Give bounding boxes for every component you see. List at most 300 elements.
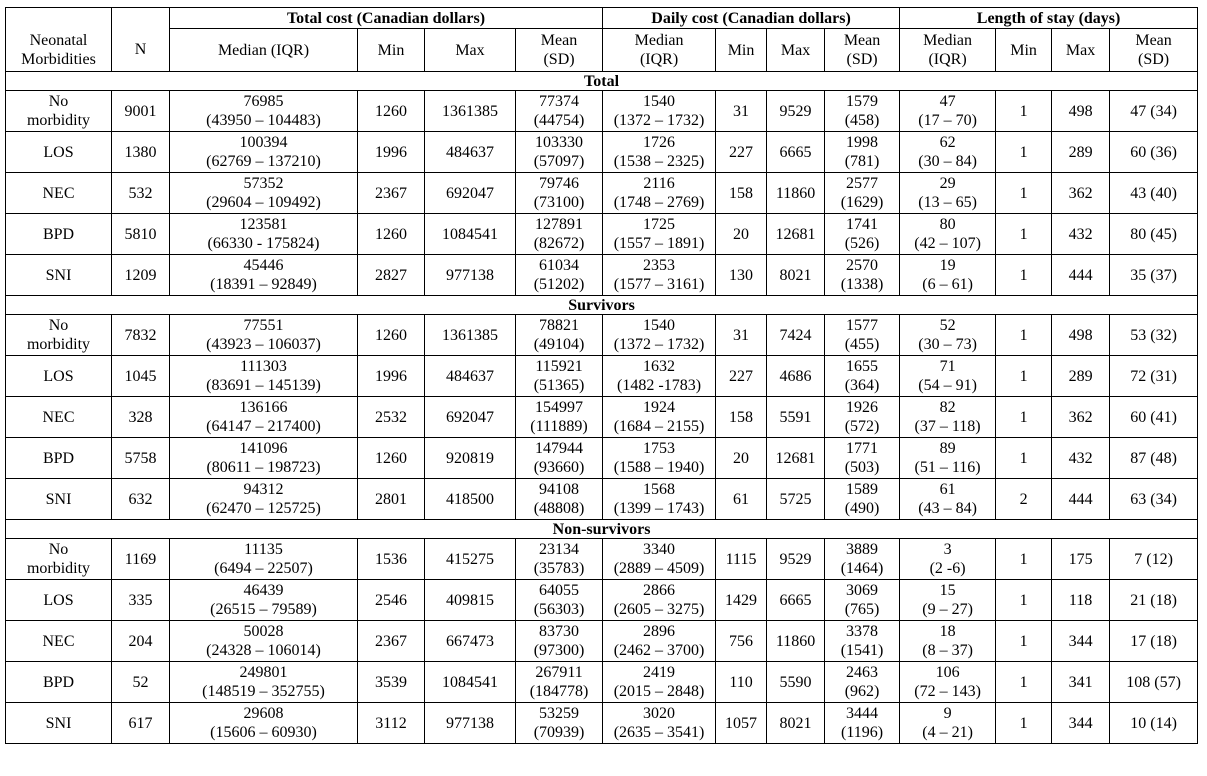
cell-dc-max: 5725 (767, 479, 825, 520)
cell-line: (26515 – 79589) (210, 601, 317, 618)
cell-line: (4 – 21) (922, 724, 973, 741)
cell-dc-max: 12681 (767, 438, 825, 479)
cell-line: (70939) (533, 724, 585, 741)
cell-line: 15 (939, 582, 956, 599)
cell-line: (1372 – 1732) (613, 112, 705, 129)
group-length-of-stay: Length of stay (days) (900, 8, 1198, 29)
cell-line: 1924 (643, 399, 676, 416)
cell-ls-min: 1 (996, 397, 1052, 438)
cell-ls-max: 289 (1052, 356, 1110, 397)
cell-tc-max: 484637 (425, 356, 516, 397)
cell-dc-median (603, 255, 716, 296)
cell-line: 77374 (539, 93, 580, 110)
cell-ls-min: 1 (996, 703, 1052, 744)
cell-line: (184778) (529, 683, 589, 700)
cell-line: 94108 (539, 481, 580, 498)
cell-ls-min: 1 (996, 214, 1052, 255)
cell-line: 115921 (535, 358, 583, 375)
cell-line: (490) (844, 500, 880, 517)
cell-morb (6, 397, 112, 438)
cell-dc-median (603, 214, 716, 255)
cell-line: (30 – 84) (918, 153, 977, 170)
header-line: (SD) (1138, 51, 1170, 68)
cell-line: 136166 (239, 399, 288, 416)
cell-line: (37 – 118) (914, 418, 981, 435)
cell-n: 532 (112, 173, 170, 214)
cell-tc-median (170, 580, 358, 621)
cell-tc-median (170, 255, 358, 296)
table-row (6, 580, 1198, 621)
cell-line: 78821 (539, 317, 580, 334)
cell-ls-mean (1110, 621, 1198, 662)
cell-line: (1399 – 1743) (613, 500, 705, 517)
cell-line: 1577 (846, 317, 879, 334)
cell-tc-mean (516, 621, 603, 662)
cell-tc-max: 977138 (425, 255, 516, 296)
cell-line: SNI (45, 266, 72, 284)
cell-ls-median (900, 173, 996, 214)
cell-line: 1741 (846, 216, 879, 233)
cell-dc-median (603, 479, 716, 520)
cell-morb (6, 621, 112, 662)
cell-line: 2577 (846, 175, 879, 192)
cell-line: BPD (42, 225, 75, 243)
cell-line: 2116 (643, 175, 675, 192)
cell-line: 47 (939, 93, 956, 110)
cell-line: 108 (57) (1126, 673, 1181, 691)
cell-line: 11135 (244, 541, 283, 558)
cell-ls-median (900, 479, 996, 520)
cell-line: (6 – 61) (922, 276, 973, 293)
table-row (6, 703, 1198, 744)
cell-tc-min: 1996 (358, 132, 425, 173)
cell-tc-median (170, 132, 358, 173)
cell-dc-min: 31 (716, 315, 767, 356)
cell-ls-min: 1 (996, 539, 1052, 580)
cell-dc-max: 12681 (767, 214, 825, 255)
table-row (6, 315, 1198, 356)
cell-tc-min: 2546 (358, 580, 425, 621)
cell-ls-mean (1110, 539, 1198, 580)
cell-morb (6, 703, 112, 744)
header-ls-max: Max (1052, 29, 1110, 72)
cell-ls-mean (1110, 91, 1198, 132)
cell-line: 57352 (243, 175, 284, 192)
cell-morb (6, 315, 112, 356)
cell-n: 632 (112, 479, 170, 520)
cell-ls-min: 1 (996, 315, 1052, 356)
cell-morb (6, 479, 112, 520)
cell-tc-median (170, 479, 358, 520)
cell-line: 2419 (643, 664, 676, 681)
header-line: (SD) (846, 51, 878, 68)
cell-ls-min: 1 (996, 255, 1052, 296)
cell-dc-min: 61 (716, 479, 767, 520)
cell-ls-mean (1110, 438, 1198, 479)
cell-line: SNI (45, 714, 72, 732)
cell-dc-median (603, 356, 716, 397)
cell-n: 617 (112, 703, 170, 744)
cell-tc-median (170, 315, 358, 356)
cell-dc-mean (825, 356, 900, 397)
cell-line: 100394 (239, 134, 288, 151)
cell-line: 72 (31) (1130, 367, 1177, 385)
header-morbidities (6, 29, 112, 72)
cell-line: (1684 – 2155) (613, 418, 705, 435)
cell-line: 1568 (643, 481, 676, 498)
cell-tc-mean (516, 173, 603, 214)
cell-line: (43950 – 104483) (206, 112, 321, 129)
table-row (6, 214, 1198, 255)
cell-ls-mean (1110, 173, 1198, 214)
cell-line: (64147 – 217400) (206, 418, 321, 435)
cell-dc-max: 6665 (767, 580, 825, 621)
cell-line: (1338) (840, 276, 884, 293)
cell-dc-mean (825, 315, 900, 356)
cell-line: 52 (939, 317, 956, 334)
cell-line: (1464) (840, 560, 884, 577)
group-daily-cost: Daily cost (Canadian dollars) (603, 8, 900, 29)
cell-line: 61 (939, 481, 956, 498)
cell-dc-mean (825, 255, 900, 296)
cell-dc-median (603, 703, 716, 744)
cell-tc-min: 3539 (358, 662, 425, 703)
cell-line: 106 (935, 664, 960, 681)
cell-dc-min: 158 (716, 173, 767, 214)
cell-line: (66330 - 175824) (207, 235, 320, 252)
cell-ls-median (900, 132, 996, 173)
cell-line: 9 (943, 705, 952, 722)
cell-ls-min: 1 (996, 91, 1052, 132)
cell-dc-max: 8021 (767, 255, 825, 296)
cell-dc-min: 227 (716, 132, 767, 173)
cell-line: 2866 (643, 582, 676, 599)
header-line: Morbidities (21, 50, 96, 68)
cell-ls-max: 344 (1052, 621, 1110, 662)
cell-tc-max: 667473 (425, 621, 516, 662)
cell-tc-min: 2801 (358, 479, 425, 520)
empty-header-cell (6, 8, 112, 29)
cell-line: (572) (844, 418, 880, 435)
cell-line: (80611 – 198723) (206, 459, 321, 476)
cell-line: (57097) (533, 153, 585, 170)
header-tc-min: Min (358, 29, 425, 72)
cell-line: (8 – 37) (922, 642, 973, 659)
cell-line: 50028 (243, 623, 284, 640)
cell-line: (1629) (840, 194, 884, 211)
cell-line: 21 (18) (1130, 591, 1177, 609)
table-row (6, 255, 1198, 296)
cell-line: morbidity (26, 112, 91, 129)
cell-ls-mean (1110, 703, 1198, 744)
header-tc-mean (516, 29, 603, 72)
cell-line: 1540 (643, 93, 676, 110)
cell-tc-mean (516, 356, 603, 397)
cell-line: (2605 – 3275) (613, 601, 705, 618)
cell-line: 61034 (539, 257, 580, 274)
cell-dc-mean (825, 132, 900, 173)
cell-morb (6, 91, 112, 132)
cell-line: (1557 – 1891) (613, 235, 705, 252)
cell-line: 29608 (243, 705, 284, 722)
cell-tc-mean (516, 580, 603, 621)
cell-line: (51 – 116) (914, 459, 981, 476)
header-line: Median (923, 32, 972, 49)
cell-tc-max: 484637 (425, 132, 516, 173)
cell-line: (82672) (533, 235, 585, 252)
cell-line: (962) (844, 683, 880, 700)
cell-tc-max: 415275 (425, 539, 516, 580)
header-line: Mean (540, 32, 578, 49)
cell-line: (111889) (530, 418, 588, 435)
cell-ls-min: 1 (996, 662, 1052, 703)
cell-line: 1998 (846, 134, 879, 151)
cell-ls-max: 444 (1052, 479, 1110, 520)
cell-dc-min: 1429 (716, 580, 767, 621)
cell-ls-median (900, 91, 996, 132)
cell-line: 1540 (643, 317, 676, 334)
cell-line: SNI (45, 490, 72, 508)
cell-dc-min: 20 (716, 214, 767, 255)
cell-line: 76985 (243, 93, 284, 110)
cell-ls-min: 1 (996, 173, 1052, 214)
cell-line: NEC (42, 408, 75, 426)
cell-line: No (48, 541, 69, 558)
cell-line: (364) (844, 377, 880, 394)
cell-line: (9 – 27) (922, 601, 973, 618)
cell-tc-min: 2827 (358, 255, 425, 296)
cell-line: (51202) (533, 276, 585, 293)
cell-dc-min: 1115 (716, 539, 767, 580)
cell-tc-mean (516, 479, 603, 520)
section-title: Total (6, 72, 1198, 91)
cell-line: 89 (939, 440, 956, 457)
cell-tc-median (170, 173, 358, 214)
cell-tc-mean (516, 315, 603, 356)
table-row (6, 662, 1198, 703)
section-row (6, 520, 1198, 539)
cell-morb (6, 173, 112, 214)
cell-line: (455) (844, 336, 880, 353)
cell-line: (72 – 143) (914, 683, 981, 700)
header-ls-median (900, 29, 996, 72)
cell-dc-max: 4686 (767, 356, 825, 397)
cell-dc-median (603, 438, 716, 479)
cell-ls-median (900, 214, 996, 255)
header-line: Mean (843, 32, 881, 49)
cell-line: 45446 (243, 257, 284, 274)
cell-dc-median (603, 173, 716, 214)
cell-ls-min: 1 (996, 356, 1052, 397)
cell-line: (15606 – 60930) (210, 724, 317, 741)
cell-line: 1655 (846, 358, 879, 375)
cell-tc-min: 1996 (358, 356, 425, 397)
cell-tc-median (170, 356, 358, 397)
cell-line: 103330 (535, 134, 584, 151)
table-row (6, 132, 1198, 173)
cell-ls-mean (1110, 132, 1198, 173)
cell-line: 53 (32) (1130, 326, 1177, 344)
cell-ls-max: 118 (1052, 580, 1110, 621)
cell-dc-mean (825, 438, 900, 479)
cell-line: 3340 (643, 541, 676, 558)
header-line: Mean (1135, 32, 1172, 49)
table-row (6, 356, 1198, 397)
cell-ls-max: 498 (1052, 315, 1110, 356)
cell-ls-median (900, 580, 996, 621)
cell-line: 17 (18) (1130, 632, 1177, 650)
section-row (6, 296, 1198, 315)
cell-line: (526) (844, 235, 880, 252)
cell-tc-median (170, 662, 358, 703)
cell-tc-max: 977138 (425, 703, 516, 744)
cell-morb (6, 580, 112, 621)
cell-line: (56303) (533, 601, 585, 618)
cell-line: (458) (844, 112, 880, 129)
cell-line: 1579 (846, 93, 879, 110)
cell-ls-mean (1110, 662, 1198, 703)
cell-line: 94312 (243, 481, 284, 498)
table-row (6, 91, 1198, 132)
table-row (6, 479, 1198, 520)
cell-ls-mean (1110, 397, 1198, 438)
cell-n: 204 (112, 621, 170, 662)
section-row (6, 72, 1198, 91)
cell-tc-median (170, 438, 358, 479)
cell-line: (1748 – 2769) (613, 194, 705, 211)
header-tc-max: Max (425, 29, 516, 72)
cell-ls-max: 362 (1052, 397, 1110, 438)
cell-line: 3020 (643, 705, 676, 722)
header-line: (IQR) (639, 51, 679, 68)
cell-tc-mean (516, 662, 603, 703)
cell-tc-min: 3112 (358, 703, 425, 744)
cell-tc-mean (516, 255, 603, 296)
empty-header-cell (112, 8, 170, 29)
header-line: Median (634, 32, 684, 49)
cell-line: 80 (939, 216, 956, 233)
cell-tc-min: 1260 (358, 91, 425, 132)
cell-tc-median (170, 621, 358, 662)
header-n: N (112, 29, 170, 72)
section-title: Survivors (6, 296, 1198, 315)
cell-ls-median (900, 703, 996, 744)
cell-line: (13 – 65) (918, 194, 977, 211)
cell-line: (43923 – 106037) (206, 336, 321, 353)
cell-dc-max: 9529 (767, 91, 825, 132)
cell-dc-min: 1057 (716, 703, 767, 744)
cell-tc-max: 409815 (425, 580, 516, 621)
cell-line: 3 (943, 541, 952, 558)
cell-line: 3889 (846, 541, 879, 558)
cell-line: 53259 (539, 705, 580, 722)
cell-tc-median (170, 397, 358, 438)
cell-line: (765) (844, 601, 880, 618)
cell-line: (83691 – 145139) (206, 377, 321, 394)
cell-tc-max: 1361385 (425, 91, 516, 132)
header-ls-mean (1110, 29, 1198, 72)
cell-dc-median (603, 132, 716, 173)
cell-line: (1196) (841, 724, 884, 741)
cell-ls-min: 2 (996, 479, 1052, 520)
cell-line: (2015 – 2848) (613, 683, 705, 700)
cell-dc-mean (825, 580, 900, 621)
cell-line: (2462 – 3700) (613, 642, 705, 659)
cell-line: (42 – 107) (914, 235, 981, 252)
table-row (6, 621, 1198, 662)
cell-line: 43 (40) (1130, 184, 1177, 202)
cell-tc-min: 1536 (358, 539, 425, 580)
cell-line: (2635 – 3541) (613, 724, 705, 741)
cell-line: 87 (48) (1130, 449, 1177, 467)
header-ls-min: Min (996, 29, 1052, 72)
cell-n: 5810 (112, 214, 170, 255)
cell-line: BPD (42, 449, 75, 467)
cell-line: 147944 (535, 440, 584, 457)
cell-line: 23134 (539, 541, 580, 558)
cell-tc-mean (516, 91, 603, 132)
cell-n: 52 (112, 662, 170, 703)
group-header-row (6, 8, 1198, 29)
cell-line: 18 (939, 623, 956, 640)
cell-line: 3444 (846, 705, 879, 722)
cell-line: morbidity (26, 336, 91, 353)
cell-ls-max: 341 (1052, 662, 1110, 703)
cell-line: (1372 – 1732) (613, 336, 705, 353)
cell-dc-min: 110 (716, 662, 767, 703)
cell-dc-min: 31 (716, 91, 767, 132)
cell-ls-median (900, 621, 996, 662)
cell-ls-min: 1 (996, 438, 1052, 479)
cell-n: 7832 (112, 315, 170, 356)
cell-line: (44754) (533, 112, 585, 129)
cell-ls-median (900, 397, 996, 438)
cell-dc-median (603, 662, 716, 703)
cell-ls-max: 362 (1052, 173, 1110, 214)
cell-dc-min: 158 (716, 397, 767, 438)
cell-line: 141096 (239, 440, 288, 457)
cell-dc-mean (825, 214, 900, 255)
cell-line: 2896 (643, 623, 676, 640)
cell-line: (1577 – 3161) (613, 276, 705, 293)
cell-line: 71 (939, 358, 956, 375)
cell-line: NEC (42, 632, 75, 650)
cost-table (5, 7, 1198, 744)
cell-line: (1541) (840, 642, 884, 659)
cell-line: (43 – 84) (918, 500, 977, 517)
cell-ls-median (900, 356, 996, 397)
cell-dc-mean (825, 621, 900, 662)
cell-line: 123581 (239, 216, 288, 233)
cell-line: 249801 (239, 664, 288, 681)
cell-line: 267911 (535, 664, 583, 681)
cell-n: 1209 (112, 255, 170, 296)
cell-n: 1045 (112, 356, 170, 397)
cell-ls-max: 344 (1052, 703, 1110, 744)
table-row (6, 397, 1198, 438)
cell-line: (503) (844, 459, 880, 476)
cell-ls-max: 432 (1052, 214, 1110, 255)
cell-line: 47 (34) (1130, 102, 1177, 120)
table-body (6, 72, 1198, 744)
cell-line: 1589 (846, 481, 879, 498)
cell-line: 1753 (643, 440, 676, 457)
cell-line: (30 – 73) (918, 336, 977, 353)
cell-line: 1725 (643, 216, 676, 233)
cell-line: 64055 (539, 582, 580, 599)
cell-ls-max: 498 (1052, 91, 1110, 132)
cell-ls-mean (1110, 479, 1198, 520)
